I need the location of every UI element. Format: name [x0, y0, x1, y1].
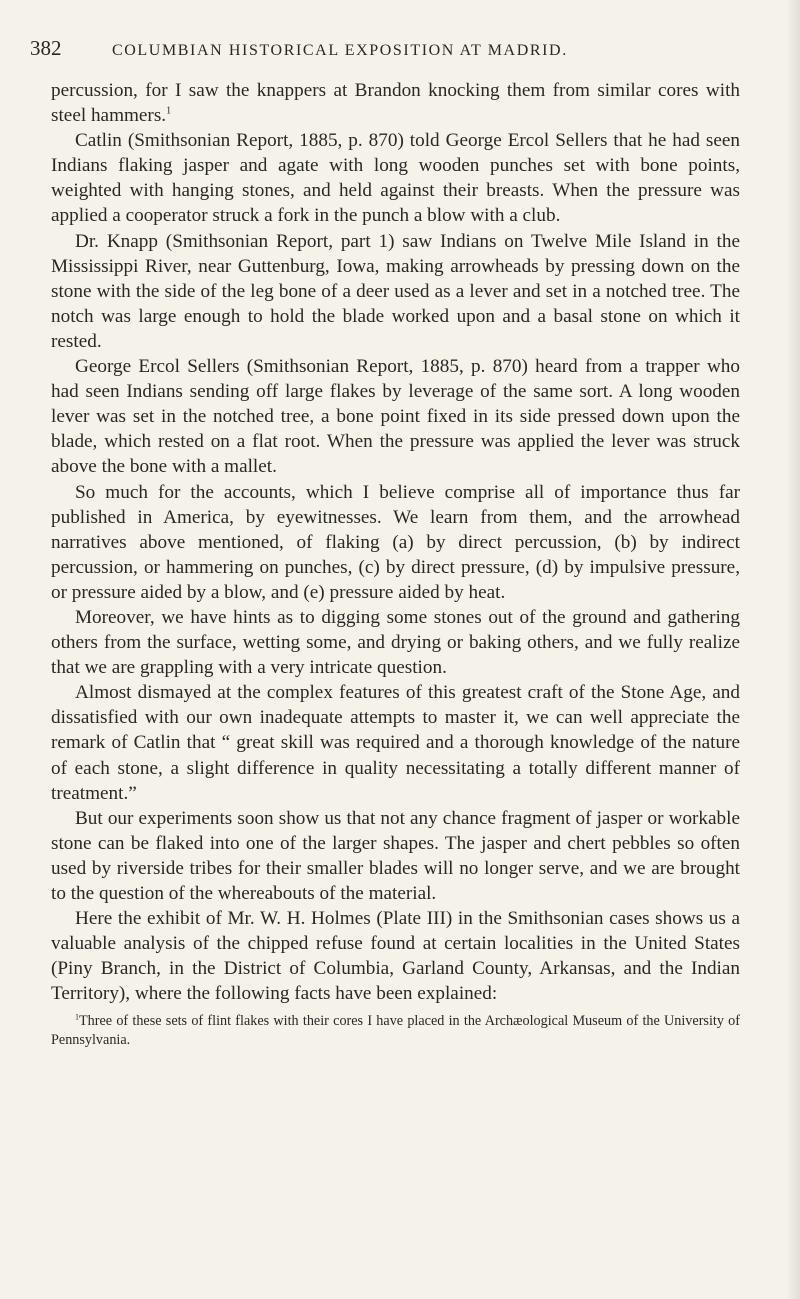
- footnote-text: Three of these sets of flint flakes with their cores I have placed in the Archæological Museum of the University of Pennsylvania.: [51, 1013, 740, 1049]
- running-title: COLUMBIAN HISTORICAL EXPOSITION AT MADRID.: [112, 42, 568, 59]
- paragraph-8: But our experiments soon show us that not any chance fragment of jasper or workable stone can be flaked into one of the larger shapes. The jasper and chert pebbles so often used by riverside tribes for their smaller blades will no longer serve, and we are brought to the question of the whereabouts of the material.: [51, 807, 740, 904]
- paragraph-5: So much for the accounts, which I believe comprise all of importance thus far published in America, by eyewitnesses. We learn from them, and the arrowhead narratives above mentioned, of flaking (a) by direct percussion, (b) by indirect percussion, or hammering on punches, (c) by direct pressure, (d) by impulsive pressure, or pressure aided by a blow, and (e) pressure aided by heat.: [51, 481, 740, 603]
- footnote-marker: 1: [75, 1012, 79, 1022]
- body-text: [51, 78, 740, 1006]
- footnote-paragraph: [51, 1012, 740, 1050]
- paragraph-7: Almost dismayed at the complex features of this greatest craft of the Stone Age, and dissatisfied with our own inadequate attempts to master it, we can well appreciate the remark of Catlin that “ great skill was required and a thorough knowledge of the nature of each stone, a slight difference in quality necessitating a totally different manner of treatment.”: [51, 682, 740, 804]
- running-head: [30, 36, 740, 66]
- paragraph-9: Here the exhibit of Mr. W. H. Holmes (Plate III) in the Smithsonian cases shows us a valuable analysis of the chipped refuse found at certain localities in the United States (Piny Branch, in the District of Columbia, Garland County, Arkansas, and the Indian Territory), where the following facts have been explained:: [51, 908, 740, 1005]
- paragraph-4: George Ercol Sellers (Smithsonian Report, 1885, p. 870) heard from a trapper who had seen Indians sending off large flakes by leverage of the same sort. A long wooden lever was set in the notched tree, a bone point fixed in its side pressed down upon the blade, which rested on a flat root. When the pressure was applied the lever was struck above the bone with a mallet.: [51, 356, 740, 478]
- page-number: 382: [30, 36, 62, 60]
- footnote-reference: 1: [166, 105, 172, 117]
- paragraph-1-text: percussion, for I saw the knappers at Brandon knocking them from similar cores with steel hammers.: [51, 80, 740, 127]
- page-edge-shadow: [786, 0, 800, 1299]
- paragraph-3: Dr. Knapp (Smithsonian Report, part 1) saw Indians on Twelve Mile Island in the Mississippi River, near Guttenburg, Iowa, making arrowheads by pressing down on the stone with the side of the leg bone of a deer used as a lever and set in a notched tree. The notch was large enough to hold the blade worked upon and a basal stone on which it rested.: [51, 230, 740, 352]
- footnote: [51, 1012, 740, 1050]
- paragraph-6: Moreover, we have hints as to digging some stones out of the ground and gathering others from the surface, wetting some, and drying or baking others, and we fully realize that we are grappling with a very intricate question.: [51, 606, 740, 679]
- paragraph-2: Catlin (Smithsonian Report, 1885, p. 870) told George Ercol Sellers that he had seen Indians flaking jasper and agate with long wooden punches set with bone points, weighted with hanging stones, and held against their breasts. When the pressure was applied a cooperator struck a fork in the punch a blow with a club.: [51, 130, 740, 227]
- paragraph-1: [51, 78, 740, 128]
